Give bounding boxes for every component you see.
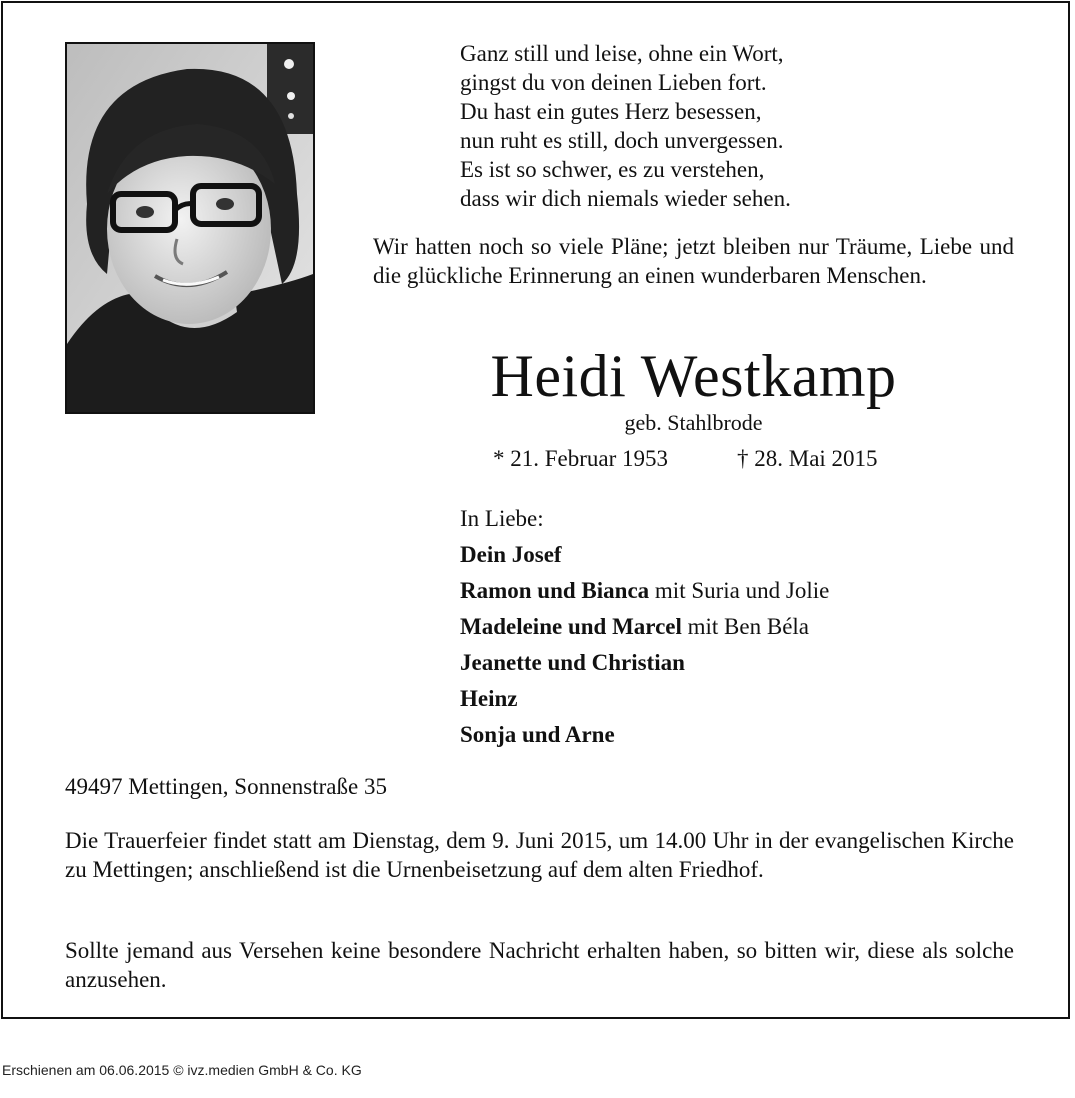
- family-member: [460, 573, 829, 609]
- family-intro: In Liebe:: [460, 506, 544, 531]
- poem-line: gingst du von deinen Lieben fort.: [460, 70, 767, 95]
- family-member: [460, 717, 829, 753]
- family-member-name: Heinz: [460, 686, 518, 711]
- deceased-name: Heidi Westkamp: [490, 343, 897, 409]
- family-member-name: Ramon und Bianca: [460, 578, 650, 603]
- poem: [460, 39, 791, 213]
- family-member: [460, 537, 829, 573]
- death-date: † 28. Mai 2015: [737, 446, 878, 471]
- family-list: [460, 501, 829, 753]
- birth-date: * 21. Februar 1953: [493, 446, 669, 471]
- portrait-image: [67, 44, 313, 412]
- notice-text: Sollte jemand aus Versehen keine besondere Nachricht erhalten haben, so bitten wir, diese als solche anzusehen.: [65, 938, 1014, 992]
- family-member-name: Jeanette und Christian: [460, 650, 685, 675]
- family-member: [460, 681, 829, 717]
- publication-footer: Erschienen am 06.06.2015 © ivz.medien GmbH & Co. KG: [2, 1062, 362, 1078]
- family-member-extra: mit Ben Béla: [681, 614, 810, 639]
- family-member-name: Madeleine und Marcel: [460, 614, 682, 639]
- poem-line: dass wir dich niemals wieder sehen.: [460, 186, 791, 211]
- poem-line: Du hast ein gutes Herz besessen,: [460, 99, 762, 124]
- obituary-frame: [1, 1, 1070, 1019]
- poem-line: Es ist so schwer, es zu verstehen,: [460, 157, 765, 182]
- poem-line: nun ruht es still, doch unvergessen.: [460, 128, 784, 153]
- family-address: 49497 Mettingen, Sonnenstraße 35: [65, 774, 387, 799]
- memorial-quote: Wir hatten noch so viele Pläne; jetzt bleiben nur Träume, Liebe und die glückliche Erinnerung an einen wunderbaren Menschen.: [373, 234, 1014, 288]
- family-member-extra: mit Suria und Jolie: [649, 578, 830, 603]
- funeral-info: Die Trauerfeier findet statt am Dienstag, dem 9. Juni 2015, um 14.00 Uhr in der evangelischen Kirche zu Mettingen; anschließend ist die Urnenbeisetzung auf dem alten Friedhof.: [65, 828, 1014, 882]
- family-member: [460, 645, 829, 681]
- family-member-name: Sonja und Arne: [460, 722, 615, 747]
- family-member-name: Dein Josef: [460, 542, 562, 567]
- portrait-photo: [65, 42, 315, 414]
- poem-line: Ganz still und leise, ohne ein Wort,: [460, 41, 784, 66]
- maiden-name: geb. Stahlbrode: [624, 410, 763, 435]
- family-member: [460, 609, 829, 645]
